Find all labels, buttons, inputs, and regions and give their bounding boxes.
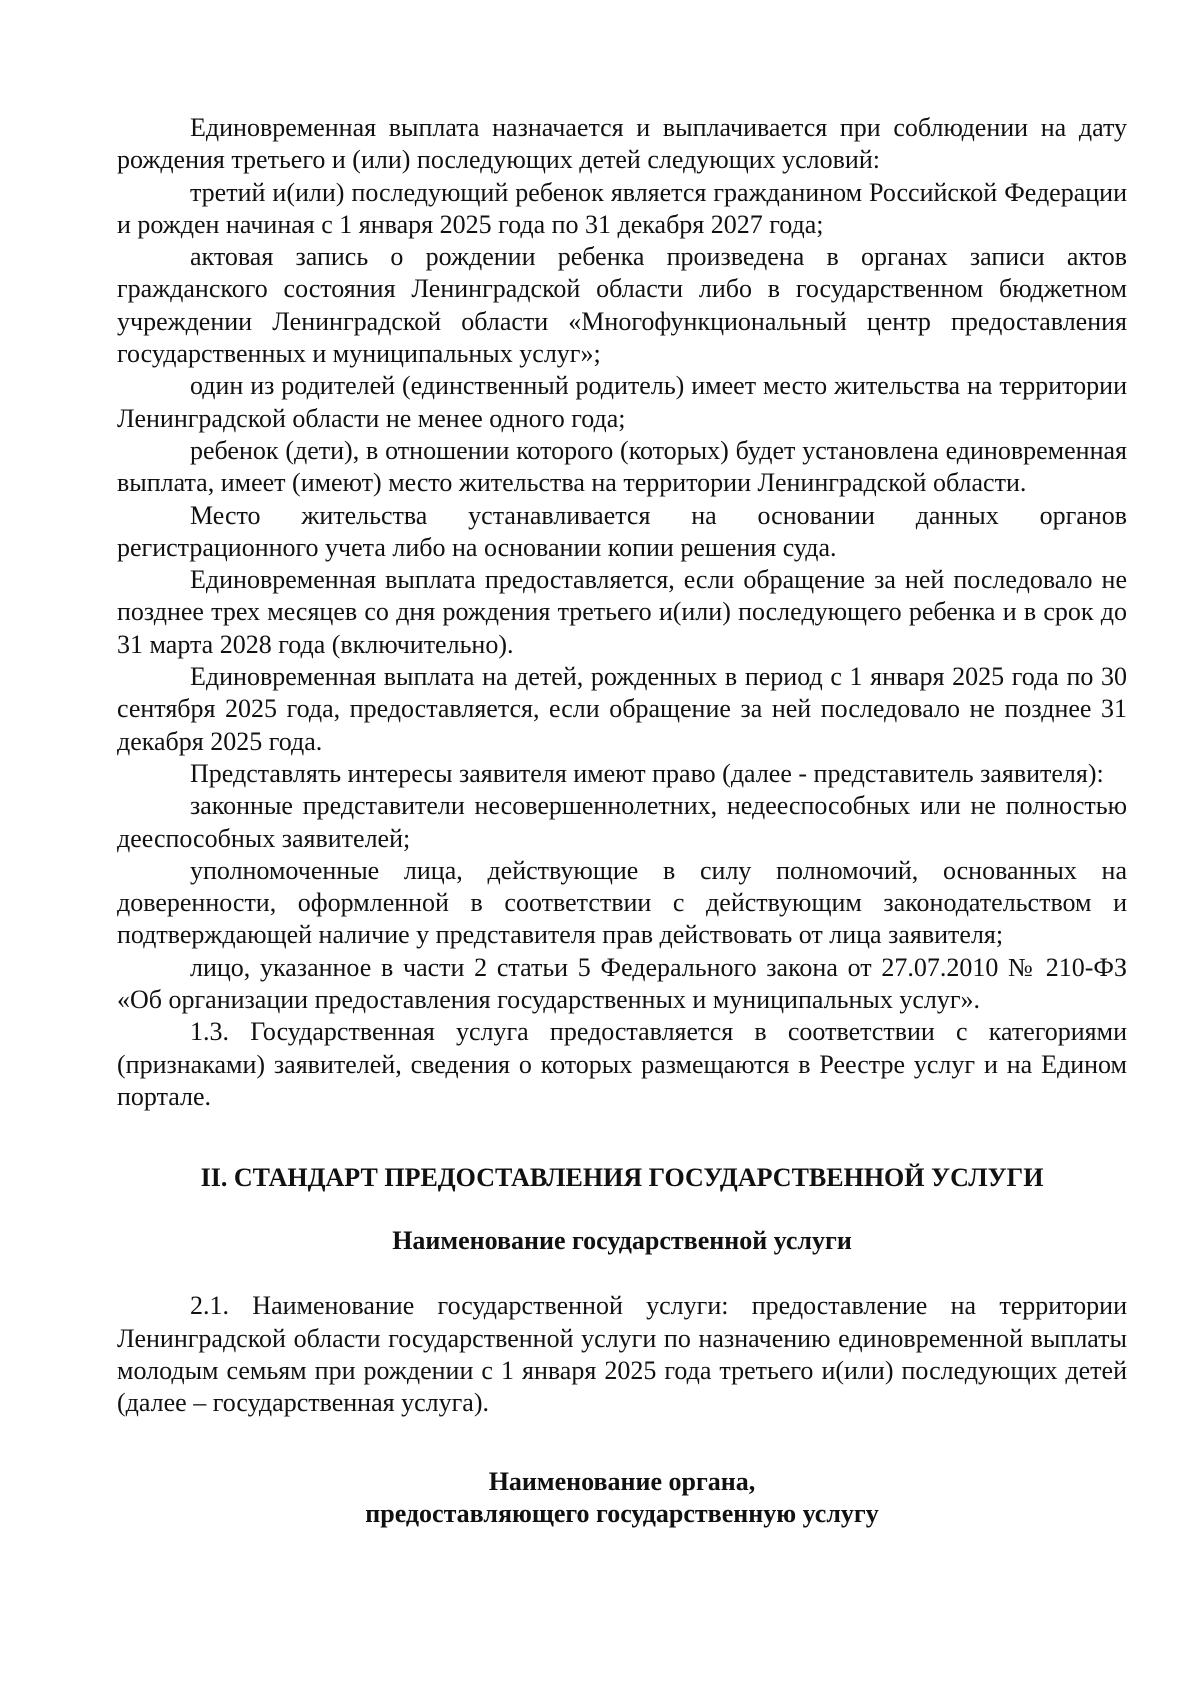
paragraph-condition-child-residence: ребенок (дети), в отношении которого (которых) будет установлена единовременная выплата, имеет (имеют) место жительства на территории Ленинградской области. — [117, 435, 1127, 498]
paragraph-authorized-persons: уполномоченные лица, действующие в силу полномочий, основанных на доверенности, оформленной в соответствии с действующим законодательством и подтверждающей наличие у представителя прав действовать от лица заявителя; — [117, 855, 1127, 950]
paragraph-representative-right: Представлять интересы заявителя имеют право (далее - представитель заявителя): — [190, 758, 1104, 788]
subsection-title-line-2: предоставляющего государственную услугу — [365, 1499, 879, 1529]
paragraph-1-3: 1.3. Государственная услуга предоставляется в соответствии с категориями (признаками) заявителей, сведения о которых размещаются в Реестре услуг и на Едином портале. — [117, 1017, 1127, 1111]
paragraph-condition-birth-record: актовая запись о рождении ребенка произведена в органах записи актов гражданского состояния Ленинградской области либо в государственном бюджетном учреждении Ленинградской области «Многофункциональный центр предоставления государственных и муниципальных услуг»; — [117, 242, 1127, 369]
paragraph-condition-citizenship: третий и(или) последующий ребенок является гражданином Российской Федерации и рожден начиная с 1 января 2025 года по 31 декабря 2027 года; — [117, 177, 1127, 239]
subsection-title-providing-body — [117, 1466, 1127, 1530]
paragraph-legal-representatives: законные представители несовершеннолетних, недееспособных или не полностью дееспособных заявителей; — [117, 791, 1127, 853]
subsection-title-line-1: Наименование органа, — [488, 1467, 756, 1497]
section-title: II. СТАНДАРТ ПРЕДОСТАВЛЕНИЯ ГОСУДАРСТВЕННОЙ УСЛУГИ — [200, 1163, 1044, 1193]
paragraph-transitional-deadline: Единовременная выплата на детей, рожденных в период с 1 января 2025 года по 30 сентября 2025 года, предоставляется, если обращение за ней последовало не позднее 31 декабря 2025 года. — [117, 662, 1127, 756]
paragraph-application-deadline: Единовременная выплата предоставляется, если обращение за ней последовало не позднее трех месяцев со дня рождения третьего и(или) последующего ребенка и в срок до 31 марта 2028 года (включительно). — [117, 565, 1127, 659]
document-page — [117, 112, 1127, 1530]
paragraph-payment-conditions: Единовременная выплата назначается и выплачивается при соблюдении на дату рождения третьего и (или) последующих детей следующих условий: — [117, 113, 1127, 175]
paragraph-2-1: 2.1. Наименование государственной услуги: предоставление на территории Ленинградской области государственной услуги по назначению единовременной выплаты молодым семьям при рождении с 1 января 2025 года третьего и(или) последующих детей (далее – государственная услуга). — [117, 1291, 1127, 1418]
paragraph-federal-law-person: лицо, указанное в части 2 статьи 5 Федерального закона от 27.07.2010 № 210-ФЗ «Об организации предоставления государственных и муниципальных услуг». — [117, 952, 1127, 1015]
paragraph-residence-basis: Место жительства устанавливается на основании данных органов регистрационного учета либо на основании копии решения суда. — [117, 500, 1127, 562]
paragraph-condition-parent-residence: один из родителей (единственный родитель) имеет место жительства на территории Ленинградской области не менее одного года; — [117, 371, 1127, 433]
subsection-title-service-name: Наименование государственной услуги — [392, 1226, 852, 1256]
